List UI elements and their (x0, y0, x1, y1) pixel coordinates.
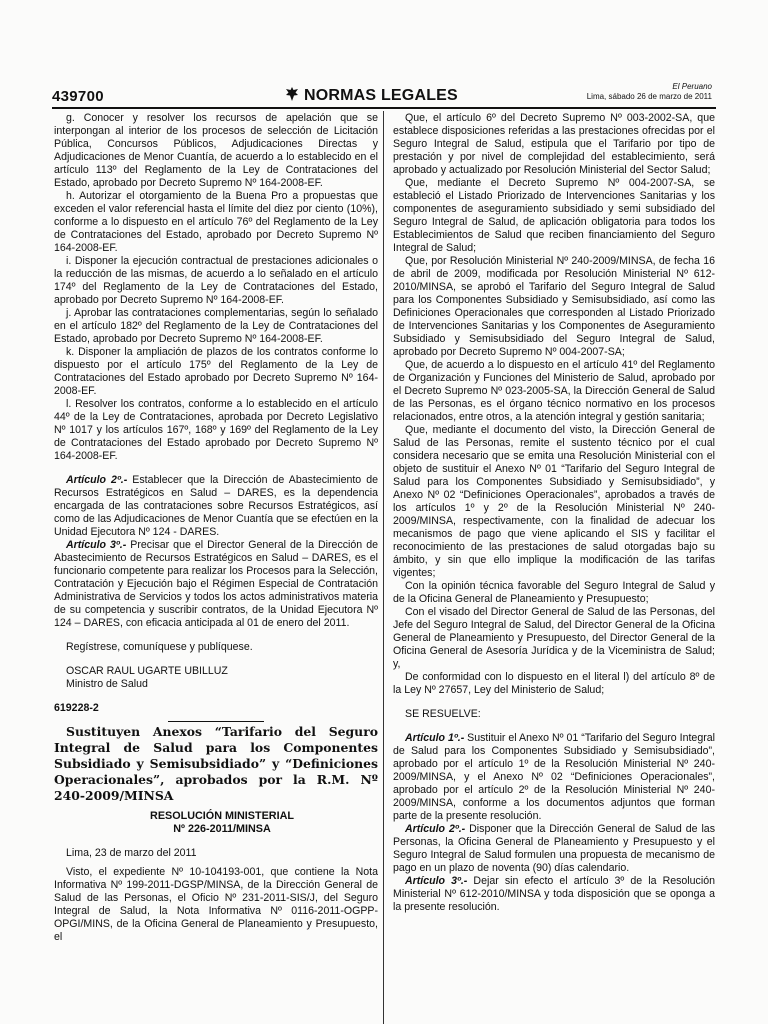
reference-number: 619228-2 (54, 702, 99, 714)
paragraph: i. Disponer la ejecución contractual de prestaciones adicionales o la reducción de las mismas, de acuerdo a lo señalado en el artículo 174º del Reglamento de la Ley de Contrataciones del Estado, aprobado por Decreto Supremo Nº 164-2008-EF. (54, 255, 378, 306)
header-divider (52, 107, 716, 109)
article-3 (393, 875, 715, 914)
paragraph: Que, de acuerdo a lo dispuesto en el artículo 41º del Reglamento de Organización y Funciones del Ministerio de Salud, aprobado por el Decreto Supremo Nº 023-2005-SA, la Dirección General de Salud de las Personas, es el órgano técnico normativo en los procesos relacionados, entre otros, a la atención integral y gestión sanitaria; (393, 359, 715, 423)
issue-date: Lima, sábado 26 de marzo de 2011 (586, 92, 712, 101)
signer-name: OSCAR RAUL UGARTE UBILLUZ (66, 665, 228, 677)
paragraph: k. Disponer la ampliación de plazos de los contratos conforme lo dispuesto por el artículo 175º del Reglamento de la Ley de Contrataciones del Estado aprobado por Decreto Supremo Nº 164-2008-EF. (54, 346, 378, 397)
article-label: Artículo 2º.- (66, 474, 128, 486)
article-text: Dejar sin efecto el artículo 3º de la Resolución Ministerial Nº 612-2010/MINSA y toda disposición que se oponga a la presente resolución. (393, 875, 715, 913)
paragraph: l. Resolver los contratos, conforme a lo establecido en el artículo 44º de la Ley de Contrataciones, aprobada por Decreto Legislativo Nº 1017 y los artículos 167º, 168º y 169º del Reglamento de la Ley de Contrataciones del Estado aprobado por Decreto Supremo Nº 164-2008-EF. (54, 398, 378, 462)
article-label: Artículo 1º.- (405, 732, 465, 744)
article-text: Precisar que el Director General de la Dirección de Abastecimiento de Recursos Estratégicos en Salud – DARES, es el funcionario competente para realizar los Procesos para la Selección, Contratación y Ejecución bajo el Régimen Especial de Contratación Administrativa de Servicios y todos los actos administrativos materia de su competencia y suscribir contratos, de la Unidad Ejecutora Nº 124 – DARES, con eficacia anticipada al 01 de enero del 2011. (54, 539, 378, 629)
left-column (54, 112, 378, 944)
article-2 (54, 474, 378, 539)
article-text: Sustituir el Anexo Nº 01 “Tarifario del Seguro Integral de Salud para los Componentes Subsidiado y Semisubsidiado”, aprobado por el artículo 1º de la Resolución Ministerial Nº 240-2009/MINSA, y el Anexo Nº 02 “Definiciones Operacionales”, aprobado por el artículo 2º de la Resolución Ministerial Nº 240-2009/MINSA, conforme a los documentos adjuntos que forman parte de la presente resolución. (393, 732, 715, 822)
newspaper-name: El Peruano (672, 82, 712, 91)
article-label: Artículo 2º.- (405, 823, 466, 835)
closing-formula: Regístrese, comuníquese y publíquese. (66, 641, 253, 653)
paragraph: j. Aprobar las contrataciones complementarias, según lo señalado en el artículo 182º del Reglamento de la Ley de Contrataciones del Estado, aprobado por Decreto Supremo Nº 164-2008-EF. (54, 307, 378, 345)
resolution-headline: Sustituyen Anexos “Tarifario del Seguro Integral de Salud para los Componentes Subsidiado y Semisubsidiado” y “Definiciones Operacionales”, aprobados por la R.M. Nº 240-2009/MINSA (54, 724, 378, 803)
article-text: Disponer que la Dirección General de Salud de las Personas, la Oficina General de Planeamiento y Presupuesto y el Seguro Integral de Salud formulen una propuesta de mecanismo de pago en un plazo de noventa (90) días calendario. (393, 823, 715, 874)
paragraph: g. Conocer y resolver los recursos de apelación que se interpongan al interior de los procesos de selección de Licitación Pública, Concursos Públicos, Adjudicaciones Directas y Adjudicaciones de Menor Cuantía, de acuerdo a lo establecido en el artículo 113º del Reglamento de la Ley de Contrataciones del Estado, aprobado por Decreto Supremo Nº 164-2008-EF. (54, 112, 378, 189)
resolution-title: RESOLUCIÓN MINISTERIAL (150, 810, 294, 822)
section-title: NORMAS LEGALES (304, 87, 458, 104)
page-number: 439700 (52, 88, 104, 105)
headline-divider (168, 721, 264, 722)
section-header (284, 86, 458, 105)
paragraph: De conformidad con lo dispuesto en el literal l) del artículo 8º de la Ley Nº 27657, Ley del Ministerio de Salud; (393, 671, 715, 696)
header-meta (587, 82, 712, 102)
paragraph: Que, mediante el Decreto Supremo Nº 004-2007-SA, se estableció el Listado Priorizado de Intervenciones Sanitarias y los componentes de aseguramiento subsidiado y semi subsidiado del Seguro Integral de Salud, de aplicación obligatoria para todos los Establecimientos de Salud que reciben financiamiento del Seguro Integral de Salud; (393, 177, 715, 254)
paragraph: h. Autorizar el otorgamiento de la Buena Pro a propuestas que exceden el valor referencial hasta el límite del diez por ciento (10%), conforme a lo dispuesto en el artículo 76º del Reglamento de la Ley de Contrataciones del Estado, aprobado por Decreto Supremo Nº 164-2008-EF. (54, 190, 378, 254)
paragraph: Con el visado del Director General de Salud de las Personas, del Jefe del Seguro Integral de Salud, del Director General de la Oficina General de Planeamiento y Presupuesto, del Director General de la Oficina General de Asesoría Jurídica y de la Viceministra de Salud; y, (393, 606, 715, 670)
column-divider (383, 111, 384, 1024)
paragraph: Que, mediante el documento del visto, la Dirección General de Salud de las Personas, remite el sustento técnico por el cual considera necesario que se emita una Resolución Ministerial con el objeto de sustituir el Anexo Nº 01 “Tarifario del Seguro Integral de Salud para los Componentes Subsidiado y Semisubsidiado”, y Anexo Nº 02 “Definiciones Operacionales”, aprobados a través de los artículos 1º y 2º de la Resolución Ministerial Nº 240-2009/MINSA, respectivamente, con la finalidad de adecuar los mecanismos de pago que viene aplicando el SIS y facilitar el reconocimiento de las prestaciones de salud otorgadas bajo su ámbito, y sin que ello implique la modificación de las tarifas vigentes; (393, 424, 715, 579)
se-resuelve: SE RESUELVE: (405, 708, 481, 720)
article-label: Artículo 3º.- (405, 875, 468, 887)
place-date: Lima, 23 de marzo del 2011 (66, 847, 197, 859)
right-column (393, 112, 715, 914)
article-1 (393, 732, 715, 823)
paragraph: Que, por Resolución Ministerial Nº 240-2009/MINSA, de fecha 16 de abril de 2009, modificada por Resolución Ministerial Nº 612-2010/MINSA, se aprobó el Tarifario del Seguro Integral de Salud para los Componentes Subsidiado y Semisubsidiado, así como las Definiciones Operacionales que corresponden al Listado Priorizado de Intervenciones Sanitarias y los Componentes de Aseguramiento Subsidiado y Semisubsidiado del Seguro Integral de Salud, aprobado por Decreto Supremo Nº 004-2007-SA; (393, 255, 715, 358)
signer-title: Ministro de Salud (66, 678, 148, 690)
resolution-number: Nº 226-2011/MINSA (173, 823, 271, 835)
article-text: Establecer que la Dirección de Abastecimiento de Recursos Estratégicos en Salud – DARES, es la dependencia encargada de las contrataciones sobre Recursos Estratégicos, así como de las Adjudicaciones de Menor Cuantía que se efectúen en la Unidad Ejecutora Nº 124 - DARES. (54, 474, 378, 538)
coat-of-arms-icon (284, 86, 300, 102)
article-2 (393, 823, 715, 875)
paragraph: Que, el artículo 6º del Decreto Supremo Nº 003-2002-SA, que establece disposiciones referidas a las prestaciones ofrecidas por el Seguro Integral de Salud, estipula que el Tarifario por tipo de prestación y por nivel de complejidad del establecimiento, será aprobado y actualizado por Resolución Ministerial del Sector Salud; (393, 112, 715, 176)
article-3 (54, 539, 378, 630)
paragraph: Con la opinión técnica favorable del Seguro Integral de Salud y de la Oficina General de Planeamiento y Presupuesto; (393, 580, 715, 605)
article-label: Artículo 3º.- (66, 539, 127, 551)
visto-paragraph: Visto, el expediente Nº 10-104193-001, que contiene la Nota Informativa Nº 199-2011-DGSP/MINSA, de la Dirección General de Salud de las Personas, el Oficio Nº 231-2011-SIS/J, del Seguro Integral de Salud, la Nota Informativa Nº 0116-2011-OGPP-OPGI/MINS, de la Oficina General de Planeamiento y Presupuesto, el (54, 866, 378, 943)
